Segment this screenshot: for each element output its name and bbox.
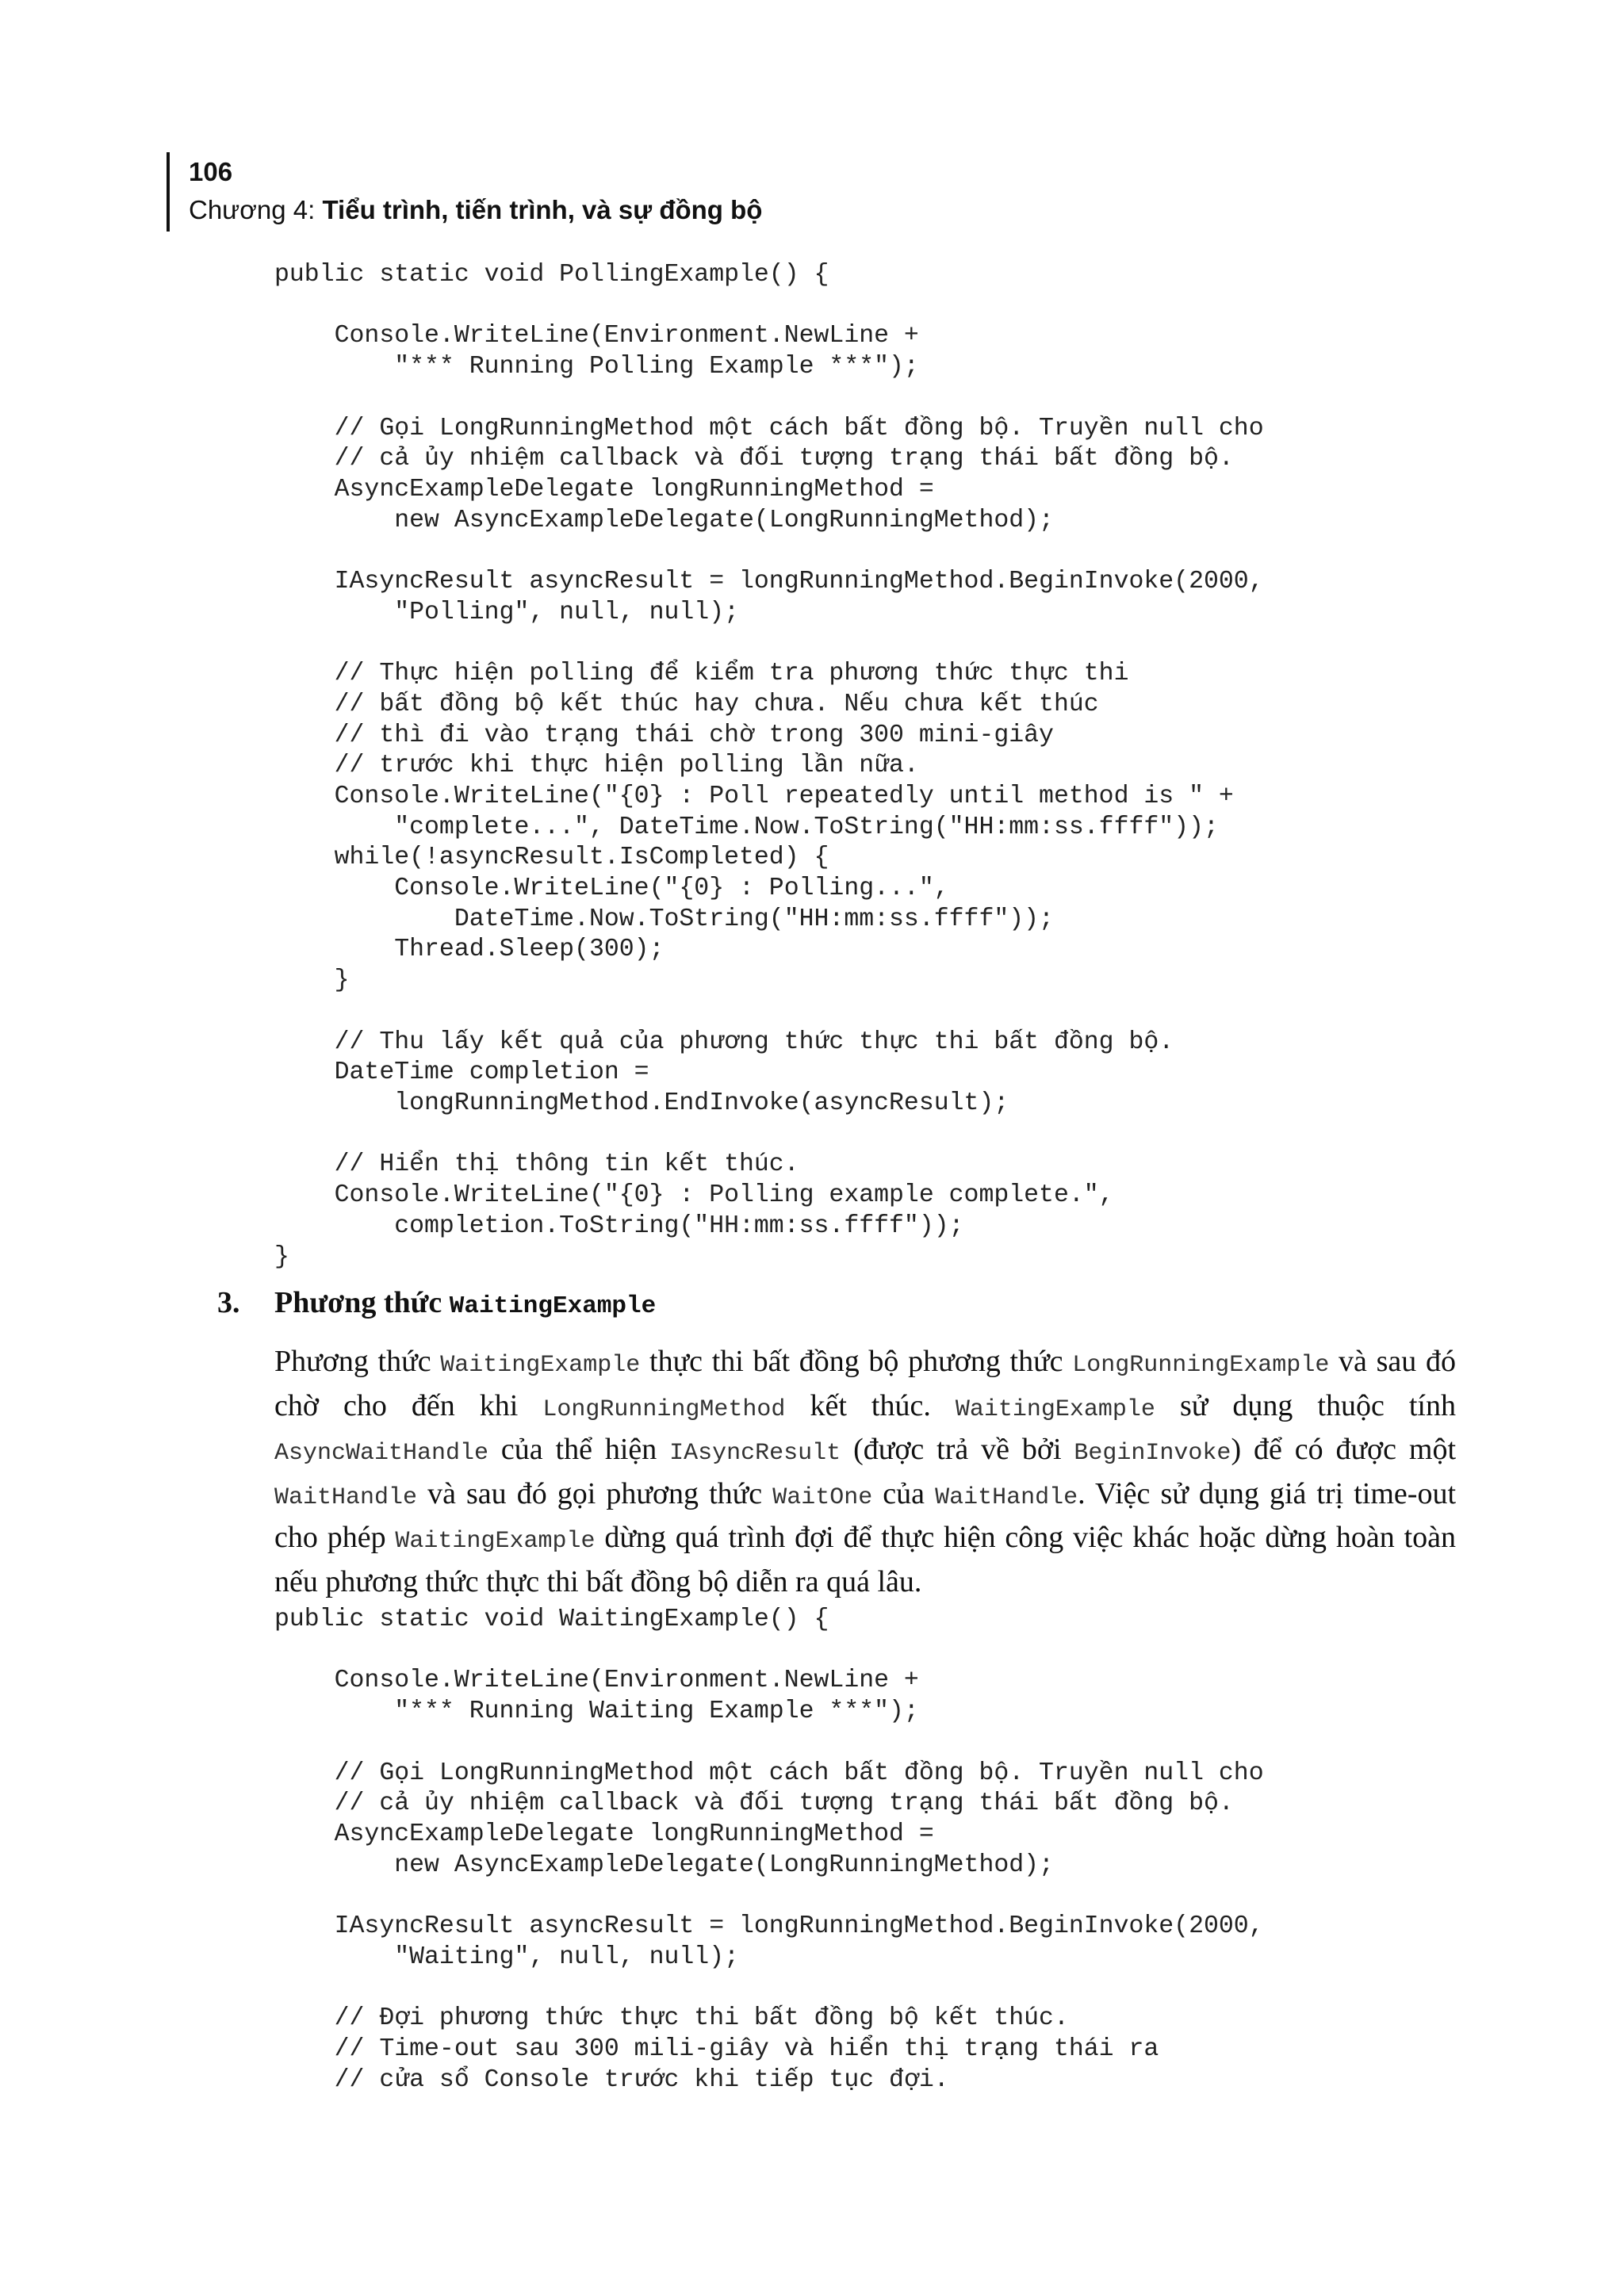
paragraph-text: và sau đó chờ cho đến khi — [274, 1345, 1456, 1422]
paragraph-text: dừng quá trình đợi để thực hiện công việc khác hoặc dừng hoàn toàn nếu phương thức thực thi bất đồng bộ diễn ra quá lâu. — [274, 1521, 1456, 1598]
paragraph-text: (được trả về bởi — [841, 1433, 1074, 1466]
code-block-polling-example: public static void PollingExample() { Console.WriteLine(Environment.NewLine + "*** Running Polling Example ***"); // Gọi LongRunningMethod một cách bất đồng bộ. Truyền null cho // cả ủy nhiệm callback và đối tượng trạng thái bất đồng bộ. AsyncExampleDelegate longRunningMethod = new AsyncExampleDelegate(LongRunningMethod); IAsyncResult asyncResult = longRunningMethod.BeginInvoke(2000, "Polling", null, null); // Thực hiện polling để kiểm tra phương thức thực thi // bất đồng bộ kết thúc hay chưa. Nếu chưa kết thúc // thì đi vào trạng thái chờ trong 300 mini-giây // trước khi thực hiện polling lần nữa. Console.WriteLine("{0} : Poll repeatedly until method is " + "complete...", DateTime.Now.ToString("HH:mm:ss.ffff")); while(!asyncResult.IsCompleted) { Console.WriteLine("{0} : Polling...", DateTime.Now.ToString("HH:mm:ss.ffff")); Thread.Sleep(300); } // Thu lấy kết quả của phương thức thực thi bất đồng bộ. DateTime completion = longRunningMethod.EndInvoke(asyncResult); // Hiển thị thông tin kết thúc. Console.WriteLine("{0} : Polling example complete.", completion.ToString("HH:mm:ss.ffff")); } — [274, 261, 1264, 1271]
chapter-heading — [189, 193, 762, 227]
inline-code: IAsyncResult — [669, 1440, 841, 1467]
inline-code: LongRunningExample — [1072, 1352, 1330, 1379]
paragraph-text: kết thúc. — [785, 1388, 956, 1422]
chapter-title: Tiểu trình, tiến trình, và sự đồng bộ — [322, 195, 763, 224]
paragraph-text: của — [872, 1476, 936, 1510]
inline-code: AsyncWaitHandle — [274, 1440, 489, 1467]
inline-code: WaitingExample — [395, 1528, 596, 1555]
section-heading — [217, 1283, 656, 1326]
inline-code: BeginInvoke — [1074, 1440, 1231, 1467]
paragraph-text: ) để có được một — [1231, 1433, 1457, 1466]
header-rule — [167, 152, 170, 232]
section-title-code: WaitingExample — [449, 1292, 657, 1320]
inline-code: WaitingExample — [955, 1395, 1155, 1423]
section-paragraph — [274, 1342, 1456, 1602]
paragraph-text: của thể hiện — [488, 1433, 670, 1466]
section-number: 3. — [217, 1286, 240, 1319]
paragraph-text: và sau đó gọi phương thức — [417, 1476, 773, 1510]
page-number: 106 — [189, 157, 233, 186]
inline-code: WaitOne — [772, 1483, 873, 1511]
inline-code: WaitHandle — [935, 1483, 1078, 1511]
paragraph-text: . Việc sử dụng giá trị time-out cho phép — [274, 1476, 1456, 1554]
code-block-waiting-example: public static void WaitingExample() { Console.WriteLine(Environment.NewLine + "*** Running Waiting Example ***"); // Gọi LongRunningMethod một cách bất đồng bộ. Truyền null cho // cả ủy nhiệm callback và đối tượng trạng thái bất đồng bộ. AsyncExampleDelegate longRunningMethod = new AsyncExampleDelegate(LongRunningMethod); IAsyncResult asyncResult = longRunningMethod.BeginInvoke(2000, "Waiting", null, null); // Đợi phương thức thực thi bất đồng bộ kết thúc. // Time-out sau 300 mili-giây và hiển thị trạng thái ra // cửa sổ Console trước khi tiếp tục đợi. — [274, 1606, 1264, 2094]
inline-code: WaitingExample — [440, 1352, 641, 1379]
paragraph-text: thực thi bất đồng bộ phương thức — [640, 1345, 1073, 1378]
paragraph-text: sử dụng thuộc tính — [1155, 1388, 1456, 1422]
paragraph-text: Phương thức — [274, 1345, 441, 1378]
inline-code: LongRunningMethod — [542, 1395, 786, 1423]
inline-code: WaitHandle — [274, 1483, 418, 1511]
chapter-prefix: Chương 4: — [189, 195, 323, 224]
section-title-text: Phương thức — [274, 1286, 450, 1319]
